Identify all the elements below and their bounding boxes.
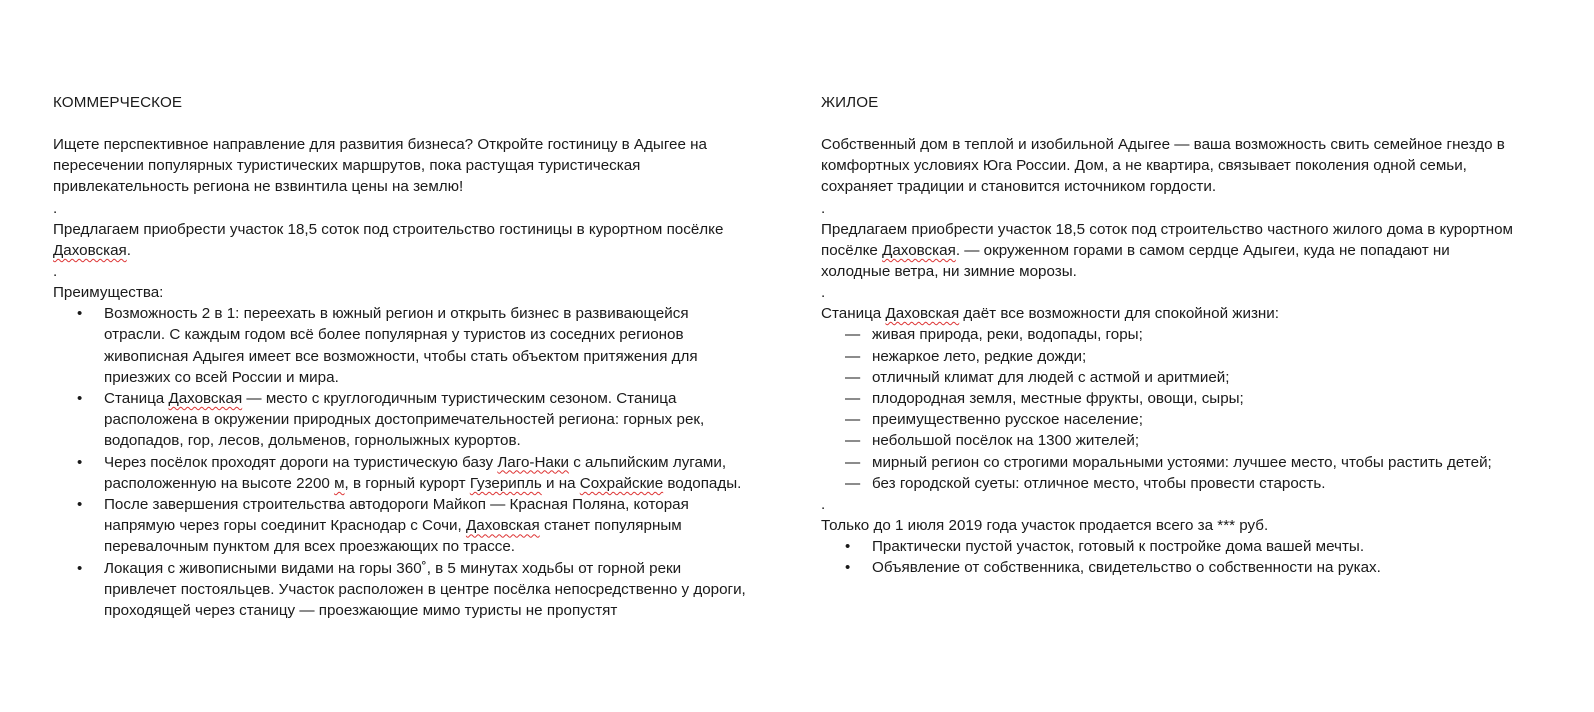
- list-item: [53, 452, 753, 494]
- item-text: — место с круглогодичным туристическим сезоном. Станица расположена в окружении природных достопримечательностей региона: горных рек, водопадов, гор, лесов, дольменов, горнолыжных курортов.: [104, 390, 705, 450]
- place-name: Даховская: [168, 390, 243, 408]
- list-item: [53, 388, 753, 452]
- features-list: [821, 536, 1521, 578]
- commercial-offer: [53, 219, 753, 261]
- item-text: и на: [541, 474, 580, 492]
- place-name: Гузерипль: [469, 474, 542, 492]
- advantages-list: [53, 303, 753, 621]
- village-intro: [821, 303, 1521, 324]
- item-text: Станица: [104, 390, 169, 408]
- list-item: • Возможность 2 в 1: переехать в южный регион и открыть бизнес в развивающейся отрасли. С каждым годом всё более популярная у туристов из соседних регионов живописная Адыгея имеет все возможности, чтобы стать объектом притяжения для приезжих со всей России и мира.: [53, 303, 753, 388]
- list-item: — отличный климат для людей с астмой и аритмией;: [821, 367, 1521, 388]
- separator-dot: .: [53, 199, 58, 217]
- separator-dot: .: [53, 263, 58, 281]
- place-name: Даховская: [465, 517, 540, 535]
- commercial-intro: Ищете перспективное направление для развития бизнеса? Откройте гостиницу в Адыгее на пересечении популярных туристических маршрутов, пока растущая туристическая привлекательность региона не взвинтила цены на землю!: [53, 136, 707, 196]
- list-item: — преимущественно русское население;: [821, 409, 1521, 430]
- list-item: — без городской суеты: отличное место, чтобы провести старость.: [821, 473, 1521, 494]
- price-line: Только до 1 июля 2019 года участок продается всего за *** руб.: [821, 517, 1269, 535]
- place-name: Даховская: [885, 305, 960, 323]
- residential-intro: Собственный дом в теплой и изобильной Адыгее — ваша возможность свить семейное гнездо в комфортных условиях Юга России. Дом, а не квартира, связывает поколения одной семьи, сохраняет традиции и становится источником гордости.: [821, 136, 1505, 196]
- item-text: Через посёлок проходят дороги на туристическую базу: [104, 453, 498, 471]
- commercial-column: [53, 92, 753, 621]
- commercial-heading: КОММЕРЧЕСКОЕ: [53, 94, 183, 111]
- separator-dot: .: [821, 199, 826, 217]
- separator-dot: .: [821, 496, 826, 514]
- item-text: водопады.: [663, 474, 742, 492]
- offer-text: Предлагаем приобрести участок 18,5 соток под строительство гостиницы в курортном посёлке: [53, 220, 724, 238]
- benefits-list: [821, 324, 1521, 494]
- list-item: • Объявление от собственника, свидетельство о собственности на руках.: [821, 557, 1521, 578]
- offer-end: .: [126, 241, 131, 259]
- village-text: Станица: [821, 305, 886, 323]
- separator-dot: .: [821, 284, 826, 302]
- list-item: — нежаркое лето, редкие дожди;: [821, 346, 1521, 367]
- place-name: Сохрайские: [579, 474, 664, 492]
- item-text: , в горный курорт: [344, 474, 470, 492]
- advantages-label: Преимущества:: [53, 284, 164, 302]
- village-text: даёт все возможности для спокойной жизни:: [959, 305, 1280, 323]
- offer-text: Предлагаем приобрести участок 18,5 соток под строительство частного жилого дома в курортном посёлке: [821, 220, 1513, 259]
- list-item: — живая природа, реки, водопады, горы;: [821, 324, 1521, 345]
- place-name: Даховская: [882, 241, 956, 259]
- list-item: — плодородная земля, местные фрукты, овощи, сыры;: [821, 388, 1521, 409]
- offer-text: . — окруженном горами в самом сердце Адыгеи, куда не попадают ни холодные ветра, ни зимние морозы.: [821, 241, 1450, 281]
- list-item: [53, 494, 753, 558]
- place-name: Даховская: [53, 241, 127, 259]
- residential-heading: ЖИЛОЕ: [821, 94, 879, 111]
- residential-column: [821, 92, 1521, 579]
- list-item: — мирный регион со строгими моральными устоями: лучшее место, чтобы растить детей;: [821, 452, 1521, 473]
- residential-offer: [821, 219, 1521, 283]
- item-text: станет популярным перевалочным пунктом для всех проезжающих по трассе.: [104, 517, 682, 556]
- item-text: После завершения строительства автодороги Майкоп — Красная Поляна, которая напрямую через горы соединит Краснодар с Сочи,: [104, 496, 689, 535]
- item-text: с альпийским лугами, расположенную на высоте 2200: [104, 453, 727, 492]
- unit-text: м: [334, 474, 345, 492]
- list-item: • Практически пустой участок, готовый к постройке дома вашей мечты.: [821, 536, 1521, 557]
- list-item: • Локация с живописными видами на горы 360˚, в 5 минутах ходьбы от горной реки привлечет постояльцев. Участок расположен в центре посёлка непосредственно у дороги, проходящей через станицу — проезжающие мимо туристы не пропустят: [53, 558, 753, 622]
- list-item: — небольшой посёлок на 1300 жителей;: [821, 430, 1521, 451]
- place-name: Лаго-Наки: [497, 453, 569, 471]
